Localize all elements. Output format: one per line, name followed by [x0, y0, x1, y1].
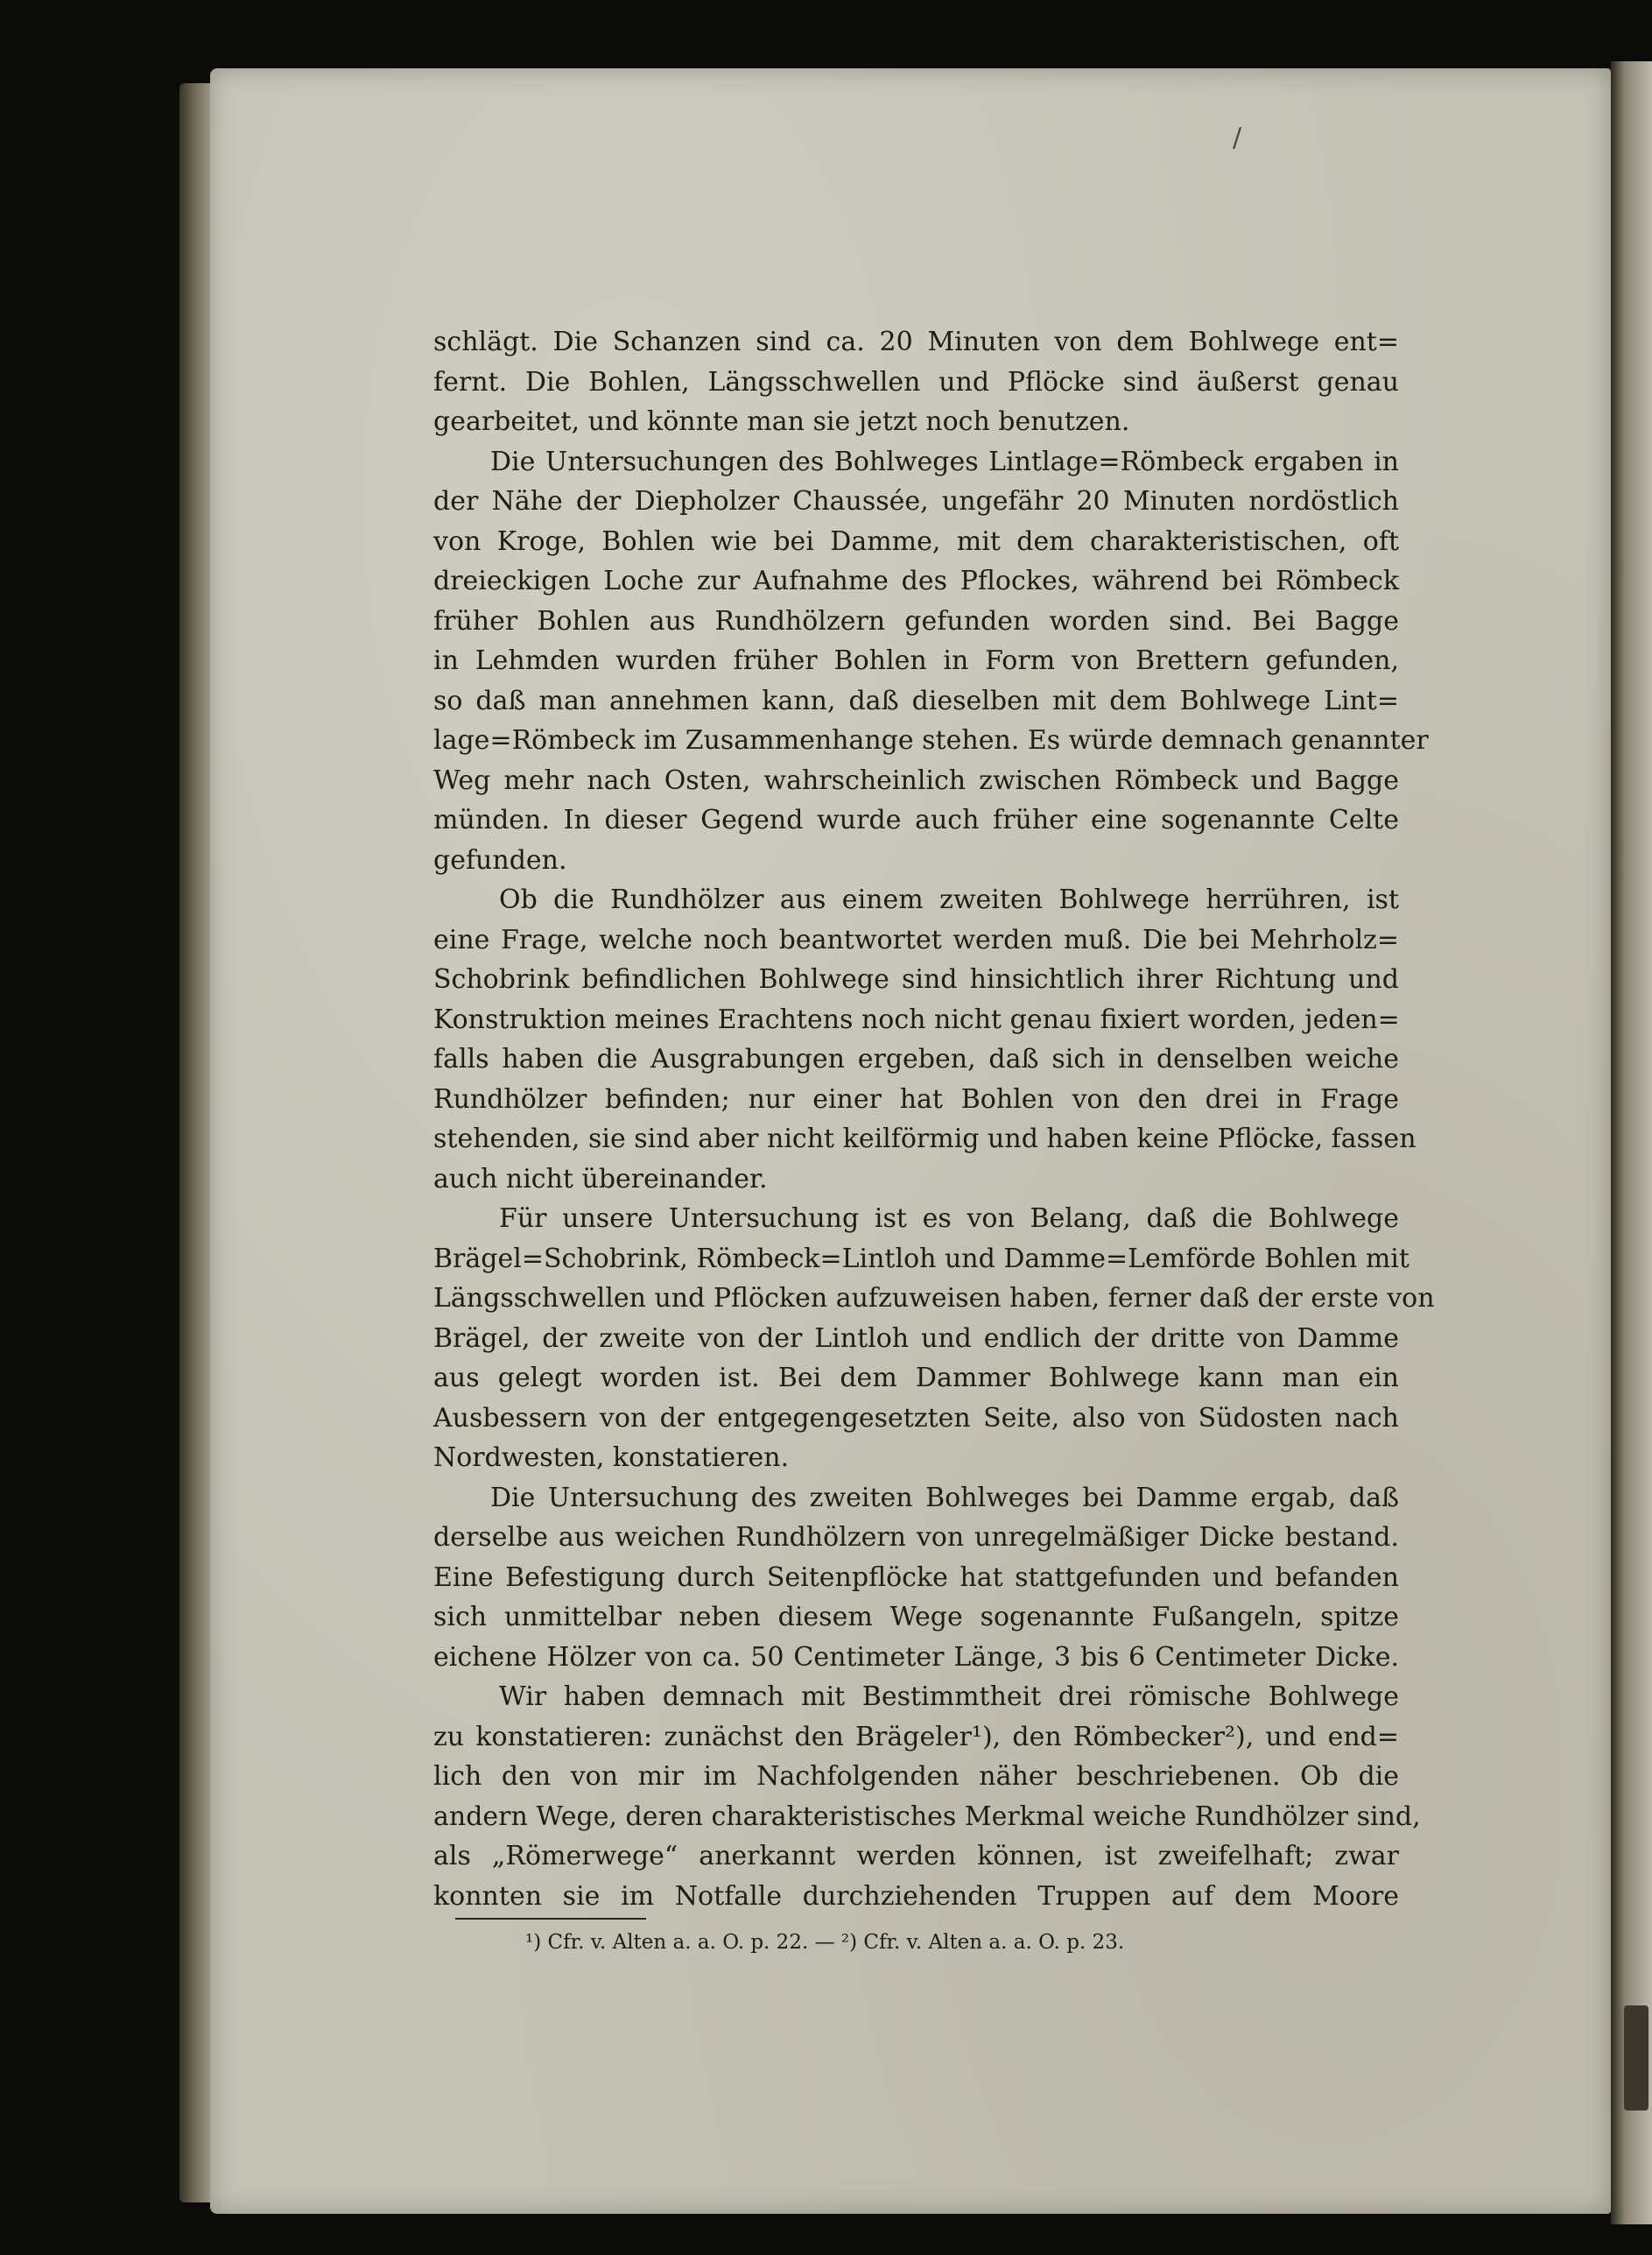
- text-line: Für unsere Untersuchung ist es von Belang, daß die Bohlwege: [499, 1203, 1399, 1234]
- text-line: aus gelegt worden ist. Bei dem Dammer Bohlwege kann man ein: [433, 1363, 1399, 1393]
- text-line: zu konstatieren: zunächst den Brägeler¹), den Römbecker²), und end=: [433, 1721, 1399, 1752]
- text-line: auch nicht übereinander.: [433, 1163, 768, 1194]
- text-line: in Lehmden wurden früher Bohlen in Form von Brettern gefunden,: [433, 645, 1399, 676]
- footnote-rule: [455, 1918, 646, 1920]
- text-line: andern Wege, deren charakteristisches Merkmal weiche Rundhölzer sind,: [433, 1800, 1421, 1832]
- text-line: konnten sie im Notfalle durchziehenden Truppen auf dem Moore: [433, 1880, 1399, 1912]
- text-line: münden. In dieser Gegend wurde auch früher eine sogenannte Celte: [433, 805, 1399, 835]
- text-line: Die Untersuchungen des Bohlweges Lintlage=Römbeck ergaben in: [490, 446, 1399, 477]
- text-line: früher Bohlen aus Rundhölzern gefunden worden sind. Bei Bagge: [433, 605, 1399, 637]
- text-line: Nordwesten, konstatieren.: [433, 1442, 790, 1473]
- text-line: Ausbessern von der entgegengesetzten Seite, also von Südosten nach: [433, 1402, 1399, 1434]
- text-line: stehenden, sie sind aber nicht keilförmig und haben keine Pflöcke, fassen: [433, 1124, 1417, 1154]
- text-line: Brägel=Schobrink, Römbeck=Lintloh und Damme=Lemförde Bohlen mit: [433, 1243, 1409, 1274]
- binding-mark: [1624, 2005, 1648, 2111]
- text-line: Ob die Rundhölzer aus einem zweiten Bohlwege herrühren, ist: [499, 884, 1399, 915]
- text-line: Weg mehr nach Osten, wahrscheinlich zwischen Römbeck und Bagge: [433, 765, 1399, 796]
- text-line: lich den von mir im Nachfolgenden näher beschriebenen. Ob die: [433, 1761, 1399, 1792]
- text-line: falls haben die Ausgrabungen ergeben, daß sich in denselben weiche: [433, 1044, 1399, 1075]
- text-line: gefunden.: [433, 844, 567, 876]
- text-line: lage=Römbeck im Zusammenhange stehen. Es würde demnach genannter: [433, 725, 1429, 756]
- text-line: Die Untersuchung des zweiten Bohlweges bei Damme ergab, daß: [490, 1482, 1399, 1513]
- text-line: von Kroge, Bohlen wie bei Damme, mit dem charakteristischen, oft: [433, 525, 1399, 557]
- text-line: Längsschwellen und Pflöcken aufzuweisen haben, ferner daß der erste von: [433, 1283, 1435, 1314]
- text-line: Konstruktion meines Erachtens noch nicht genau fixiert worden, jeden=: [433, 1004, 1400, 1035]
- text-line: eine Frage, welche noch beantwortet werden muß. Die bei Mehrholz=: [433, 924, 1399, 955]
- text-line: sich unmittelbar neben diesem Wege sogenannte Fußangeln, spitze: [433, 1602, 1399, 1632]
- facing-page-edge: [1611, 61, 1652, 2224]
- text-line: derselbe aus weichen Rundhölzern von unregelmäßiger Dicke bestand.: [433, 1522, 1399, 1553]
- text-line: Brägel, der zweite von der Lintloh und endlich der dritte von Damme: [433, 1322, 1399, 1354]
- body-text: [433, 322, 1435, 1916]
- page-mark: /: [1233, 123, 1242, 153]
- text-line: schlägt. Die Schanzen sind ca. 20 Minuten von dem Bohlwege ent=: [433, 327, 1399, 357]
- text-line: so daß man annehmen kann, daß dieselben mit dem Bohlwege Lint=: [433, 685, 1399, 716]
- text-line: Wir haben demnach mit Bestimmtheit drei römische Bohlwege: [499, 1681, 1399, 1712]
- text-line: eichene Hölzer von ca. 50 Centimeter Länge, 3 bis 6 Centimeter Dicke.: [433, 1641, 1399, 1673]
- text-line: als „Römerwege“ anerkannt werden können, ist zweifelhaft; zwar: [433, 1841, 1399, 1871]
- text-line: der Nähe der Diepholzer Chaussée, ungefähr 20 Minuten nordöstlich: [433, 486, 1399, 517]
- book-spine-edge: [179, 83, 214, 2202]
- footnote: ¹) Cfr. v. Alten a. a. O. p. 22. — ²) Cfr. v. Alten a. a. O. p. 23.: [525, 1931, 1125, 1954]
- text-line: fernt. Die Bohlen, Längsschwellen und Pflöcke sind äußerst genau: [433, 366, 1399, 398]
- text-line: Schobrink befindlichen Bohlwege sind hinsichtlich ihrer Richtung und: [433, 964, 1399, 995]
- text-line: dreieckigen Loche zur Aufnahme des Pflockes, während bei Römbeck: [433, 566, 1399, 596]
- text-line: Eine Befestigung durch Seitenpflöcke hat stattgefunden und befanden: [433, 1561, 1399, 1593]
- text-line: Rundhölzer befinden; nur einer hat Bohlen von den drei in Frage: [433, 1083, 1399, 1115]
- text-line: gearbeitet, und könnte man sie jetzt noch benutzen.: [433, 406, 1130, 437]
